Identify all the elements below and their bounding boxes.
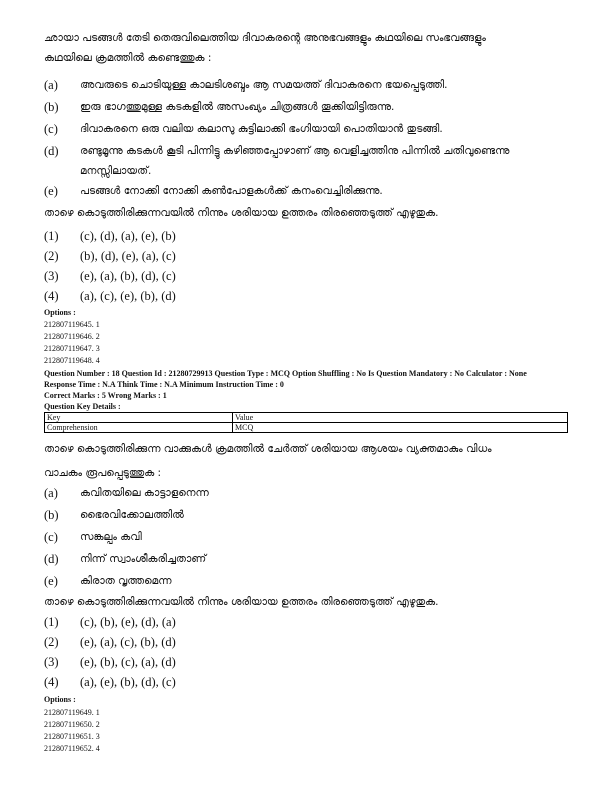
choice-text: (e), (b), (c), (a), (d): [80, 655, 176, 669]
q17-choice-3: [44, 266, 176, 286]
q17-item-b: [44, 97, 574, 117]
item-text: സങ്കല്പം കവി: [80, 531, 142, 543]
item-text: പടങ്ങൾ നോക്കി നോക്കി കൺപോളകൾക്ക് കനംവെച്ചിരിക്കുന്നു.: [80, 185, 383, 197]
item-tag: (b): [44, 508, 59, 522]
item-text: അവരുടെ ചൊടിയുള്ള കാലടിശബ്ദം ആ സമയത്ത് ദിവാകരനെ ഭയപ്പെടുത്തി.: [80, 79, 448, 91]
q17-item-e: [44, 181, 574, 201]
choice-number: (4): [44, 675, 59, 689]
table-cell-key: Comprehension: [45, 423, 233, 433]
q18-options-label: Options :: [44, 695, 76, 704]
choice-number: (1): [44, 615, 59, 629]
choice-text: (b), (d), (e), (a), (c): [80, 249, 176, 263]
item-text: ദിവാകരനെ ഒരു വലിയ കലാസു കുട്ടിലാക്കി ഭംഗിയായി പൊതിയാൻ തുടങ്ങി.: [80, 123, 443, 135]
q17-item-c: [44, 119, 574, 139]
choice-text: (a), (c), (e), (b), (d): [80, 289, 176, 303]
q18-item-d: [44, 549, 574, 569]
choice-text: (e), (a), (b), (d), (c): [80, 269, 176, 283]
q17-options-label: Options :: [44, 308, 76, 317]
item-tag: (a): [44, 486, 58, 500]
item-tag: (a): [44, 78, 58, 92]
q18-item-b: [44, 505, 574, 525]
choice-text: (c), (d), (a), (e), (b): [80, 229, 176, 243]
q17-option-id-3: 212807119647. 3: [44, 344, 100, 353]
q17-choice-2: [44, 246, 176, 266]
q18-option-id-3: 212807119651. 3: [44, 732, 100, 741]
choice-text: (e), (a), (c), (b), (d): [80, 635, 176, 649]
q18-option-id-1: 212807119649. 1: [44, 708, 100, 717]
item-tag: (c): [44, 530, 58, 544]
item-tag: (e): [44, 574, 58, 588]
q17-choice-1: [44, 226, 176, 246]
q18-instruction-line1: താഴെ കൊടുത്തിരിക്കുന്ന വാക്കുകൾ ക്രമത്തിൽ ചേർത്ത് ശരിയായ ആശയം വ്യക്തമാകും വിധം: [44, 443, 492, 455]
item-text: കവിതയിലെ കാട്ടാളനെന്ന: [80, 487, 209, 499]
item-text: നിന്ന് സ്വാംശീകരിച്ചതാണ്: [80, 553, 207, 565]
table-header-row: [45, 413, 568, 423]
q18-option-id-2: 212807119650. 2: [44, 720, 100, 729]
choice-number: (4): [44, 289, 59, 303]
q18-meta-line1: Question Number : 18 Question Id : 21280729913 Question Type : MCQ Option Shuffling : No Is Question Mandatory : No Calculator : None: [44, 369, 527, 378]
q17-option-id-2: 212807119646. 2: [44, 332, 100, 341]
choice-number: (3): [44, 269, 59, 283]
choice-number: (3): [44, 655, 59, 669]
q17-instruction-line2: കഥയിലെ ക്രമത്തിൽ കണ്ടെത്തുക :: [44, 52, 212, 64]
q18-choice-3: [44, 652, 176, 672]
q18-marks: Correct Marks : 5 Wrong Marks : 1: [44, 391, 167, 400]
q17-choice-4: [44, 286, 176, 306]
choice-number: (2): [44, 249, 59, 263]
choice-text: (a), (e), (b), (d), (c): [80, 675, 176, 689]
q18-choice-4: [44, 672, 176, 692]
q17-choose-line: താഴെ കൊടുത്തിരിക്കുന്നവയിൽ നിന്നും ശരിയായ ഉത്തരം തിരഞ്ഞെടുത്ത് എഴുതുക.: [44, 207, 439, 219]
q17-option-id-4: 212807119648. 4: [44, 356, 100, 365]
q17-instruction-line1: ഛായാ പടങ്ങൾ തേടി തെരുവിലെത്തിയ ദിവാകരന്റെ അനുഭവങ്ങളും കഥയിലെ സംഭവങ്ങളും: [44, 32, 486, 44]
q18-item-a: [44, 483, 574, 503]
choice-number: (1): [44, 229, 59, 243]
table-header-key: Key: [45, 413, 233, 423]
q17-instruction: [44, 28, 574, 68]
q18-option-id-4: 212807119652. 4: [44, 744, 100, 753]
q17-item-d: [44, 141, 574, 181]
q18-choice-2: [44, 632, 176, 652]
q18-key-table: [44, 412, 568, 433]
item-tag: (d): [44, 552, 59, 566]
item-tag: (b): [44, 100, 59, 114]
item-tag: (d): [44, 144, 59, 158]
q18-choose-line: താഴെ കൊടുത്തിരിക്കുന്നവയിൽ നിന്നും ശരിയായ ഉത്തരം തിരഞ്ഞെടുത്ത് എഴുതുക.: [44, 596, 439, 608]
item-text: ഭൈരവിക്കോലത്തിൽ: [80, 509, 184, 521]
table-header-value: Value: [233, 413, 568, 423]
item-tag: (e): [44, 184, 58, 198]
item-text: കിരാത വൃത്തമെന്ന: [80, 575, 172, 587]
item-text: രണ്ടുമൂന്നു കടകൾ കൂടി പിന്നിട്ടു കഴിഞ്ഞപ്പോഴാണ് ആ വെളിച്ചത്തിനു പിന്നിൽ ചതിവുണ്ടെന്നു മനസ്സിലായത്.: [80, 145, 510, 177]
q18-instruction: [44, 437, 574, 485]
q18-choice-1: [44, 612, 176, 632]
choice-number: (2): [44, 635, 59, 649]
item-text: ഇരു ഭാഗത്തുമുള്ള കടകളിൽ അസംഖ്യം ചിത്രങ്ങൾ തൂക്കിയിട്ടിരുന്നു.: [80, 101, 395, 113]
q18-meta-line2: Response Time : N.A Think Time : N.A Minimum Instruction Time : 0: [44, 380, 284, 389]
q18-item-c: [44, 527, 574, 547]
table-row: [45, 423, 568, 433]
q17-item-a: [44, 75, 574, 95]
item-tag: (c): [44, 122, 58, 136]
q18-key-details: Question Key Details :: [44, 402, 121, 411]
table-cell-value: MCQ: [233, 423, 568, 433]
q17-option-id-1: 212807119645. 1: [44, 320, 100, 329]
choice-text: (c), (b), (e), (d), (a): [80, 615, 176, 629]
q18-instruction-line2: വാചകം രൂപപ്പെടുത്തുക :: [44, 467, 162, 479]
q18-item-e: [44, 571, 574, 591]
